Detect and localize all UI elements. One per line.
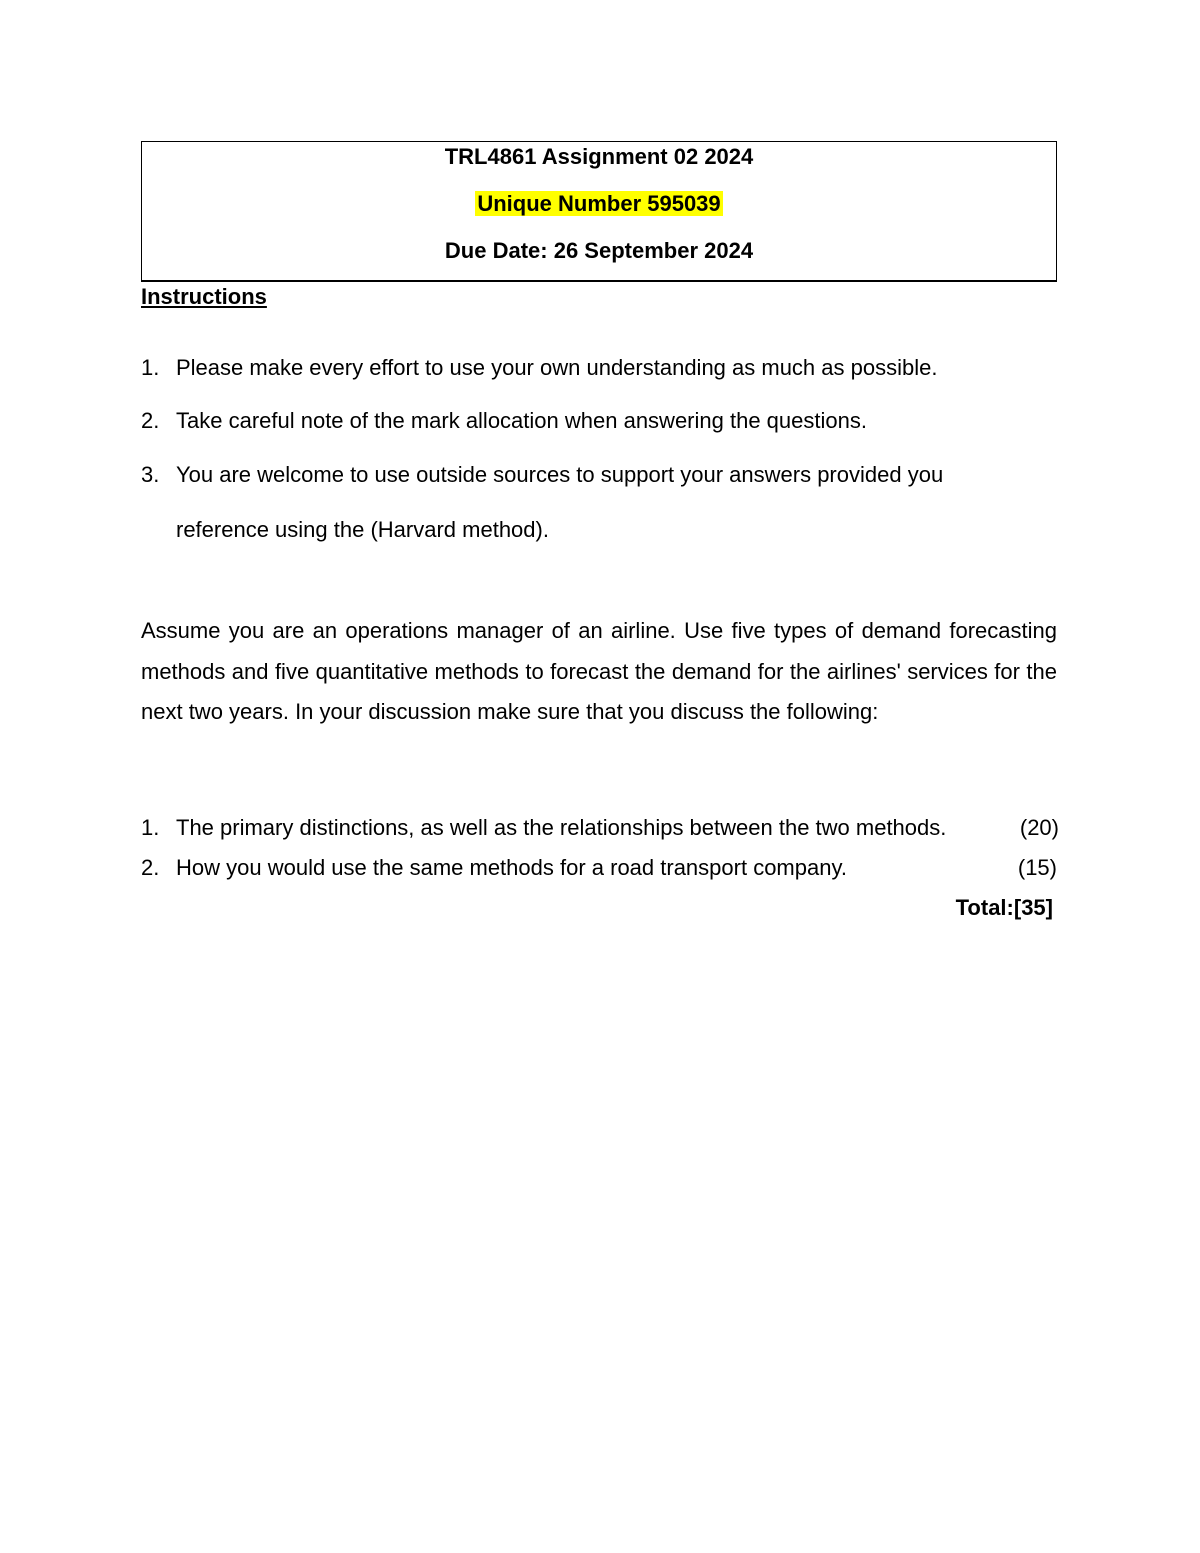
question-number: 1. <box>141 815 160 840</box>
unique-number-line <box>142 191 1056 217</box>
instruction-text-continuation: reference using the (Harvard method). <box>176 517 549 542</box>
question-item <box>141 855 1059 881</box>
instruction-number: 3. <box>141 462 160 487</box>
question-number: 2. <box>141 855 160 880</box>
question-text: The primary distinctions, as well as the relationships between the two methods. <box>176 815 947 840</box>
instructions-heading: Instructions <box>141 284 267 309</box>
instruction-text: Take careful note of the mark allocation when answering the questions. <box>176 408 867 433</box>
assignment-header-box <box>141 141 1057 282</box>
instruction-number: 2. <box>141 408 160 433</box>
instruction-number: 1. <box>141 355 160 380</box>
question-paragraph: Assume you are an operations manager of an airline. Use five types of demand forecasting methods and five quantitative methods to forecast the demand for the airlines' services for the next two years. In your discussion make sure that you discuss the following: <box>141 618 1057 724</box>
due-date: Due Date: 26 September 2024 <box>444 238 754 263</box>
question-item <box>141 815 1059 841</box>
total-marks: Total:[35] <box>955 895 1053 920</box>
instruction-item <box>141 408 867 434</box>
instruction-text: You are welcome to use outside sources to support your answers provided you <box>176 462 944 487</box>
unique-number: Unique Number 595039 <box>477 191 721 216</box>
question-marks: (20) <box>1019 815 1059 840</box>
assignment-title: TRL4861 Assignment 02 2024 <box>444 144 754 169</box>
instruction-item <box>141 462 943 488</box>
question-text: How you would use the same methods for a road transport company. <box>176 855 847 880</box>
instruction-item <box>141 355 937 381</box>
instruction-text: Please make every effort to use your own understanding as much as possible. <box>176 355 938 380</box>
question-marks: (15) <box>1017 855 1057 880</box>
